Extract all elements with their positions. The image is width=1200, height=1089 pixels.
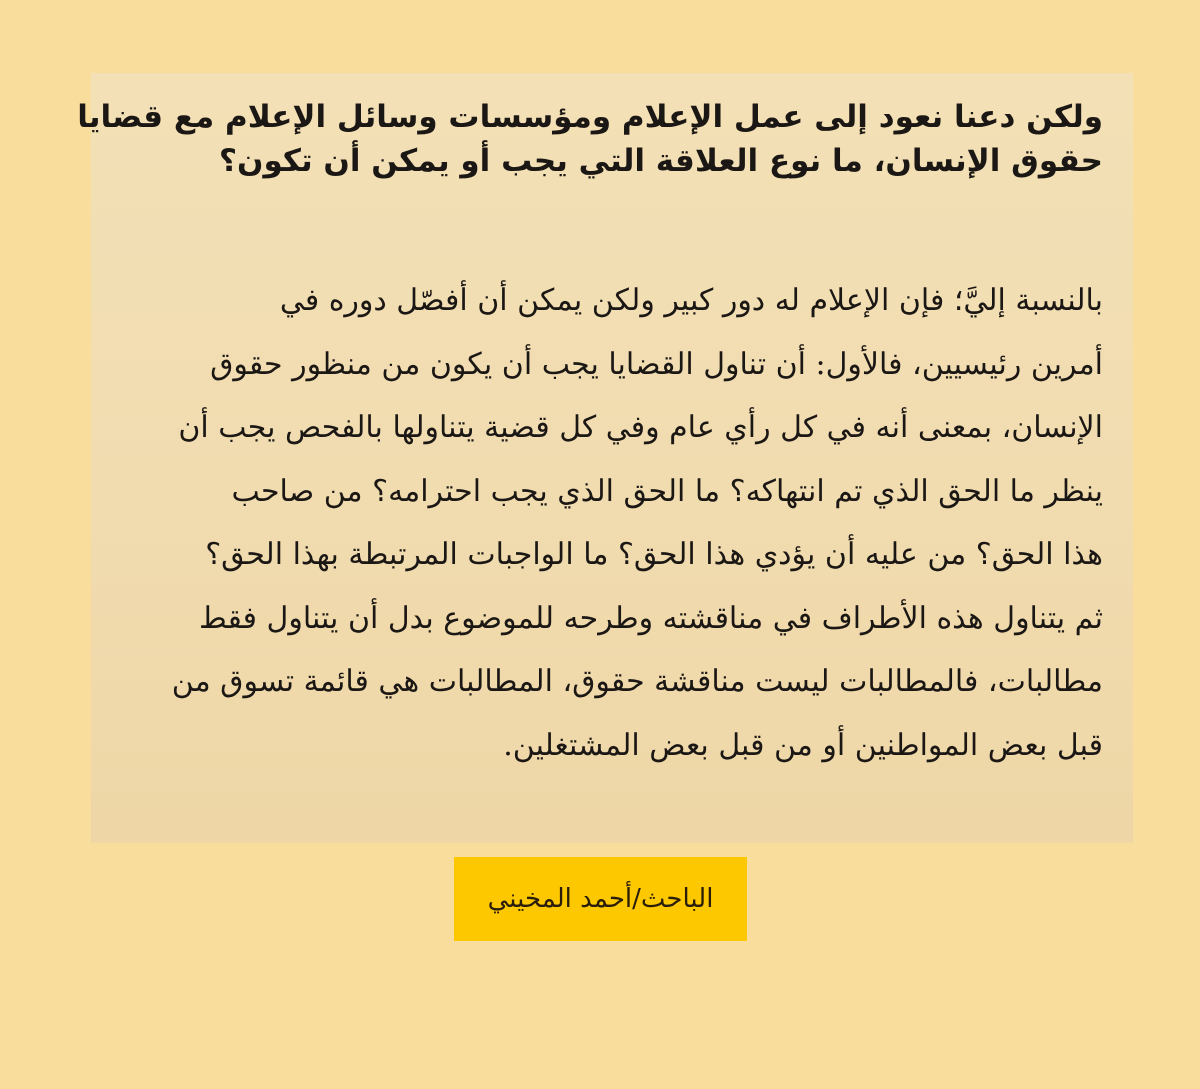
answer-line-2: أمرين رئيسيين، فالأول: أن تناول القضايا يجب أن يكون من منظور حقوق [210, 346, 1103, 382]
question-line-1: ولكن دعنا نعود إلى عمل الإعلام ومؤسسات وسائل الإعلام مع قضايا [77, 99, 1103, 135]
author-credit-badge [454, 857, 747, 941]
answer-line-3: الإنسان، بمعنى أنه في كل رأي عام وفي كل قضية يتناولها بالفحص يجب أن [178, 410, 1103, 445]
answer-line-1: بالنسبة إليَّ؛ فإن الإعلام له دور كبير ولكن يمكن أن أفصّل دوره في [279, 283, 1103, 318]
answer-line-8: قبل بعض المواطنين أو من قبل بعض المشتغلين. [503, 727, 1103, 763]
answer-line-4: ينظر ما الحق الذي تم انتهاكه؟ ما الحق الذي يجب احترامه؟ من صاحب [231, 473, 1103, 509]
interview-question [77, 95, 1103, 183]
answer-line-7: مطالبات، فالمطالبات ليست مناقشة حقوق، المطالبات هي قائمة تسوق من [171, 664, 1103, 699]
book-page-photo [77, 73, 1133, 843]
question-line-2: حقوق الإنسان، ما نوع العلاقة التي يجب أو يمكن أن تكون؟ [219, 143, 1103, 179]
answer-line-6: ثم يتناول هذه الأطراف في مناقشته وطرحه للموضوع بدل أن يتناول فقط [199, 600, 1103, 636]
interview-answer [106, 269, 1103, 777]
author-credit-label: الباحث/أحمد المخيني [487, 884, 714, 914]
answer-line-5: هذا الحق؟ من عليه أن يؤدي هذا الحق؟ ما الواجبات المرتبطة بهذا الحق؟ [205, 537, 1103, 572]
